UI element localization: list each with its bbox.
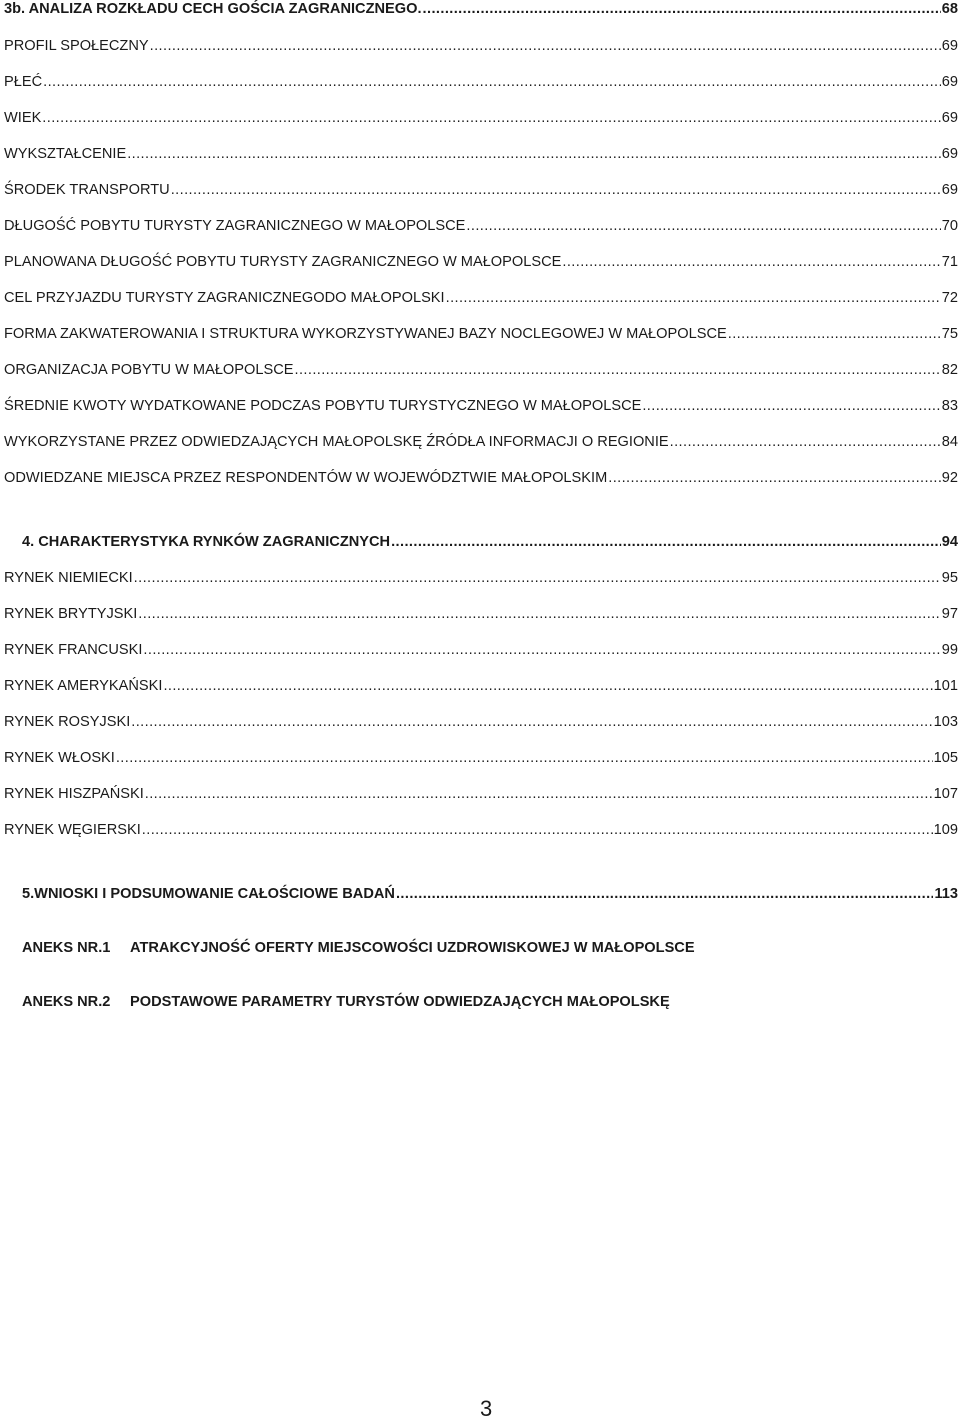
page-number: 3 bbox=[480, 1396, 493, 1421]
toc-page-number: 97 bbox=[941, 606, 958, 622]
dot-leader bbox=[728, 324, 941, 344]
toc-entry[interactable] bbox=[4, 36, 958, 56]
toc-entry[interactable] bbox=[4, 144, 958, 164]
toc-page-number: 99 bbox=[941, 642, 958, 658]
dot-leader bbox=[134, 568, 941, 588]
toc-page-number: 68 bbox=[941, 1, 958, 17]
dot-leader bbox=[446, 288, 941, 308]
toc-page-number: 92 bbox=[941, 470, 958, 486]
toc-entry[interactable] bbox=[4, 324, 958, 344]
toc-entry-title: CEL PRZYJAZDU TURYSTY ZAGRANICZNEGODO MAŁOPOLSKI bbox=[4, 290, 445, 306]
toc-entry[interactable] bbox=[4, 252, 958, 272]
toc-page-number: 113 bbox=[934, 886, 958, 902]
toc-entry[interactable] bbox=[4, 568, 958, 588]
toc-page-number: 82 bbox=[941, 362, 958, 378]
dot-leader bbox=[562, 252, 940, 272]
toc-entry-title: RYNEK ROSYJSKI bbox=[4, 714, 131, 730]
annex-title: PODSTAWOWE PARAMETRY TURYSTÓW ODWIEDZAJĄCYCH MAŁOPOLSKĘ bbox=[130, 994, 670, 1010]
toc-entry-title: RYNEK WĘGIERSKI bbox=[4, 822, 141, 838]
toc-page-number: 70 bbox=[941, 218, 958, 234]
dot-leader bbox=[143, 640, 940, 660]
toc-entry-title: ODWIEDZANE MIEJSCA PRZEZ RESPONDENTÓW W WOJEWÓDZTWIE MAŁOPOLSKIM bbox=[4, 470, 608, 486]
toc-page-number: 107 bbox=[933, 786, 958, 802]
toc-page-number: 71 bbox=[941, 254, 958, 270]
dot-leader bbox=[466, 216, 940, 236]
dot-leader bbox=[43, 72, 941, 92]
toc-entry-title: PŁEĆ bbox=[4, 74, 43, 90]
toc-page-number: 95 bbox=[941, 570, 958, 586]
toc-entry-title: ŚRODEK TRANSPORTU bbox=[4, 182, 170, 198]
dot-leader bbox=[131, 712, 932, 732]
toc-entry[interactable] bbox=[4, 108, 958, 128]
toc-entry[interactable] bbox=[4, 820, 958, 840]
toc-entry[interactable] bbox=[4, 180, 958, 200]
toc-entry-title: ORGANIZACJA POBYTU W MAŁOPOLSCE bbox=[4, 362, 294, 378]
annex-label: ANEKS NR.2 bbox=[22, 994, 111, 1010]
toc-entry-title: ŚREDNIE KWOTY WYDATKOWANE PODCZAS POBYTU TURYSTYCZNEGO W MAŁOPOLSCE bbox=[4, 398, 642, 414]
dot-leader bbox=[670, 432, 941, 452]
dot-leader bbox=[396, 884, 933, 904]
toc-entry-title: 5.WNIOSKI I PODSUMOWANIE CAŁOŚCIOWE BADAŃ bbox=[22, 886, 395, 902]
toc-entry-title: 3b. ANALIZA ROZKŁADU CECH GOŚCIA ZAGRANICZNEGO. bbox=[4, 1, 422, 17]
toc-entry[interactable] bbox=[4, 784, 958, 804]
dot-leader bbox=[127, 144, 941, 164]
toc-page-number: 69 bbox=[941, 182, 958, 198]
toc-page-number: 105 bbox=[933, 750, 958, 766]
dot-leader bbox=[138, 604, 940, 624]
toc-entry-title: FORMA ZAKWATEROWANIA I STRUKTURA WYKORZYSTYWANEJ BAZY NOCLEGOWEJ W MAŁOPOLSCE bbox=[4, 326, 727, 342]
toc-page-number: 103 bbox=[933, 714, 958, 730]
dot-leader bbox=[391, 532, 941, 552]
toc-entry-title: RYNEK FRANCUSKI bbox=[4, 642, 143, 658]
annex-label: ANEKS NR.1 bbox=[22, 940, 111, 956]
toc-page-number: 101 bbox=[933, 678, 958, 694]
toc-entry-title: 4. CHARAKTERYSTYKA RYNKÓW ZAGRANICZNYCH bbox=[22, 534, 391, 550]
toc-entry-title: WYKORZYSTANE PRZEZ ODWIEDZAJĄCYCH MAŁOPOLSKĘ ŹRÓDŁA INFORMACJI O REGIONIE bbox=[4, 434, 669, 450]
dot-leader bbox=[142, 820, 933, 840]
toc-entry[interactable] bbox=[4, 432, 958, 452]
toc-page-number: 83 bbox=[941, 398, 958, 414]
toc-entry[interactable] bbox=[4, 748, 958, 768]
toc-section-5[interactable] bbox=[22, 884, 958, 904]
toc-entry[interactable] bbox=[4, 216, 958, 236]
dot-leader bbox=[163, 676, 932, 696]
dot-leader bbox=[42, 108, 940, 128]
dot-leader bbox=[145, 784, 933, 804]
toc-entry-title: DŁUGOŚĆ POBYTU TURYSTY ZAGRANICZNEGO W MAŁOPOLSCE bbox=[4, 218, 466, 234]
dot-leader bbox=[608, 468, 941, 488]
toc-entry[interactable] bbox=[4, 288, 958, 308]
toc-page-number: 109 bbox=[933, 822, 958, 838]
toc-page-number: 75 bbox=[941, 326, 958, 342]
toc-page-number: 69 bbox=[941, 74, 958, 90]
toc-entry-title: PLANOWANA DŁUGOŚĆ POBYTU TURYSTY ZAGRANICZNEGO W MAŁOPOLSCE bbox=[4, 254, 562, 270]
dot-leader bbox=[150, 36, 941, 56]
toc-entry-title: RYNEK HISZPAŃSKI bbox=[4, 786, 144, 802]
dot-leader bbox=[295, 360, 941, 380]
toc-entry-title: PROFIL SPOŁECZNY bbox=[4, 38, 149, 54]
toc-entry[interactable] bbox=[4, 604, 958, 624]
toc-annex-1[interactable] bbox=[22, 938, 695, 958]
toc-entry[interactable] bbox=[4, 396, 958, 416]
toc-entry-title: RYNEK WŁOSKI bbox=[4, 750, 115, 766]
toc-entry-title: RYNEK NIEMIECKI bbox=[4, 570, 133, 586]
toc-annex-2[interactable] bbox=[22, 992, 670, 1012]
toc-entry-title: WIEK bbox=[4, 110, 42, 126]
annex-title: ATRAKCYJNOŚĆ OFERTY MIEJSCOWOŚCI UZDROWISKOWEJ W MAŁOPOLSCE bbox=[130, 940, 695, 956]
toc-section-4[interactable] bbox=[22, 532, 958, 552]
toc-entry[interactable] bbox=[4, 72, 958, 92]
toc-section-3b[interactable] bbox=[4, 0, 958, 19]
dot-leader bbox=[423, 0, 941, 19]
toc-page-number: 69 bbox=[941, 38, 958, 54]
toc-page-number: 69 bbox=[941, 110, 958, 126]
toc-page-number: 69 bbox=[941, 146, 958, 162]
toc-page-number: 84 bbox=[941, 434, 958, 450]
toc-entry[interactable] bbox=[4, 360, 958, 380]
toc-page-number: 72 bbox=[941, 290, 958, 306]
toc-entry-title: RYNEK BRYTYJSKI bbox=[4, 606, 138, 622]
toc-page-number: 94 bbox=[941, 534, 958, 550]
toc-entry[interactable] bbox=[4, 468, 958, 488]
dot-leader bbox=[116, 748, 933, 768]
toc-entry-title: RYNEK AMERYKAŃSKI bbox=[4, 678, 163, 694]
toc-entry[interactable] bbox=[4, 676, 958, 696]
toc-entry-title: WYKSZTAŁCENIE bbox=[4, 146, 127, 162]
dot-leader bbox=[171, 180, 941, 200]
toc-entry[interactable] bbox=[4, 712, 958, 732]
dot-leader bbox=[642, 396, 940, 416]
toc-entry[interactable] bbox=[4, 640, 958, 660]
